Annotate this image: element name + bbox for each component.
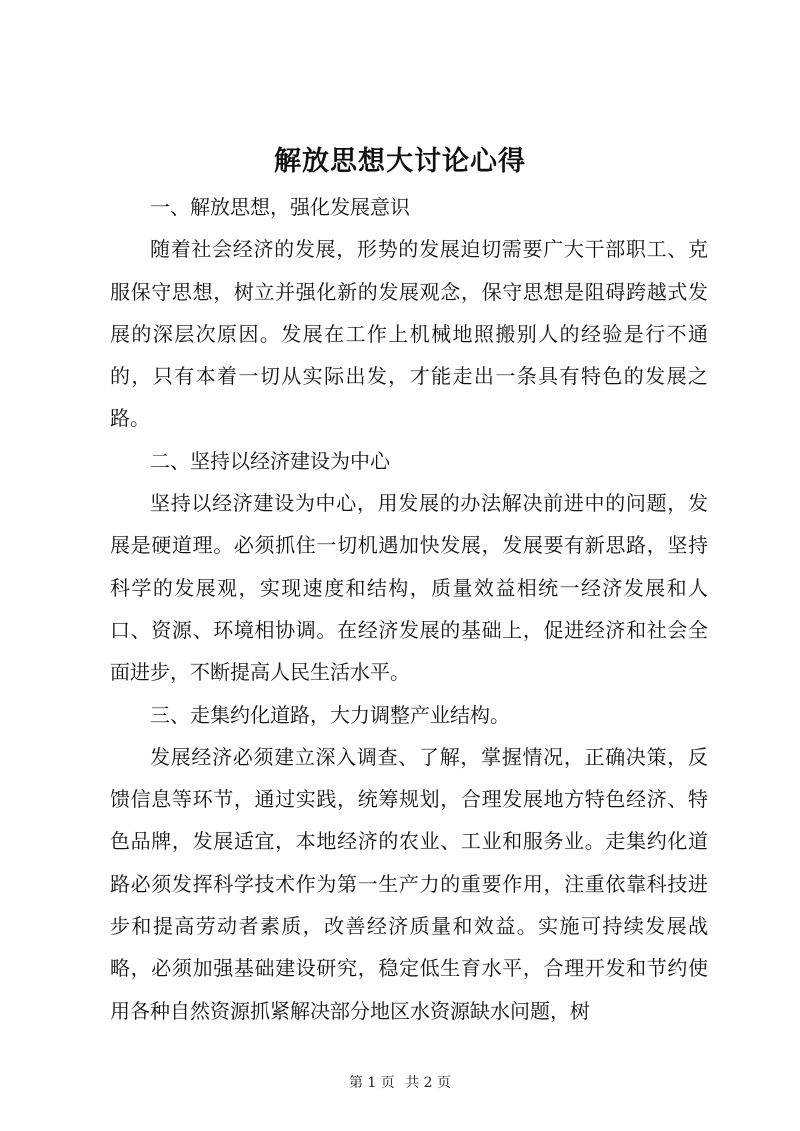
section-heading-1: 一、解放思想，强化发展意识 (150, 195, 410, 219)
section-paragraph-1: 随着社会经济的发展，形势的发展迫切需要广大干部职工、克服保守思想，树立并强化新的发展观念，保守思想是阻碍跨越式发展的深层次原因。发展在工作上机械地照搬别人的经验是行不通的，只有本着一切从实际出发，才能走出一条具有特色的发展之路。 (110, 237, 708, 431)
section-heading-2: 二、坚持以经济建设为中心 (150, 448, 390, 473)
page-total: 共 2 页 (405, 1075, 452, 1091)
page-footer (0, 1073, 800, 1093)
section-paragraph-2: 坚持以经济建设为中心，用发展的办法解决前进中的问题，发展是硬道理。必须抓住一切机遇加快发展，发展要有新思路，坚持科学的发展观，实现速度和结构，质量效益相统一经济发展和人口、资源、环境相协调。在经济发展的基础上，促进经济和社会全面进步，不断提高人民生活水平。 (110, 491, 708, 685)
page-number: 第 1 页 (348, 1075, 395, 1091)
section-paragraph-3: 发展经济必须建立深入调查、了解，掌握情况，正确决策，反馈信息等环节，通过实践，统筹规划，合理发展地方特色经济、特色品牌，发展适宜，本地经济的农业、工业和服务业。走集约化道路必须发挥科学技术作为第一生产力的重要作用，注重依靠科技进步和提高劳动者素质，改善经济质量和效益。实施可持续发展战略，必须加强基础建设研究，稳定低生育水平，合理开发和节约使用各种自然资源抓紧解决部分地区水资源缺水问题，树 (110, 744, 708, 1023)
document-body (110, 186, 708, 1032)
section-heading-3: 三、走集约化道路，大力调整产业结构。 (150, 702, 510, 727)
document-title: 解放思想大讨论心得 (274, 146, 526, 177)
